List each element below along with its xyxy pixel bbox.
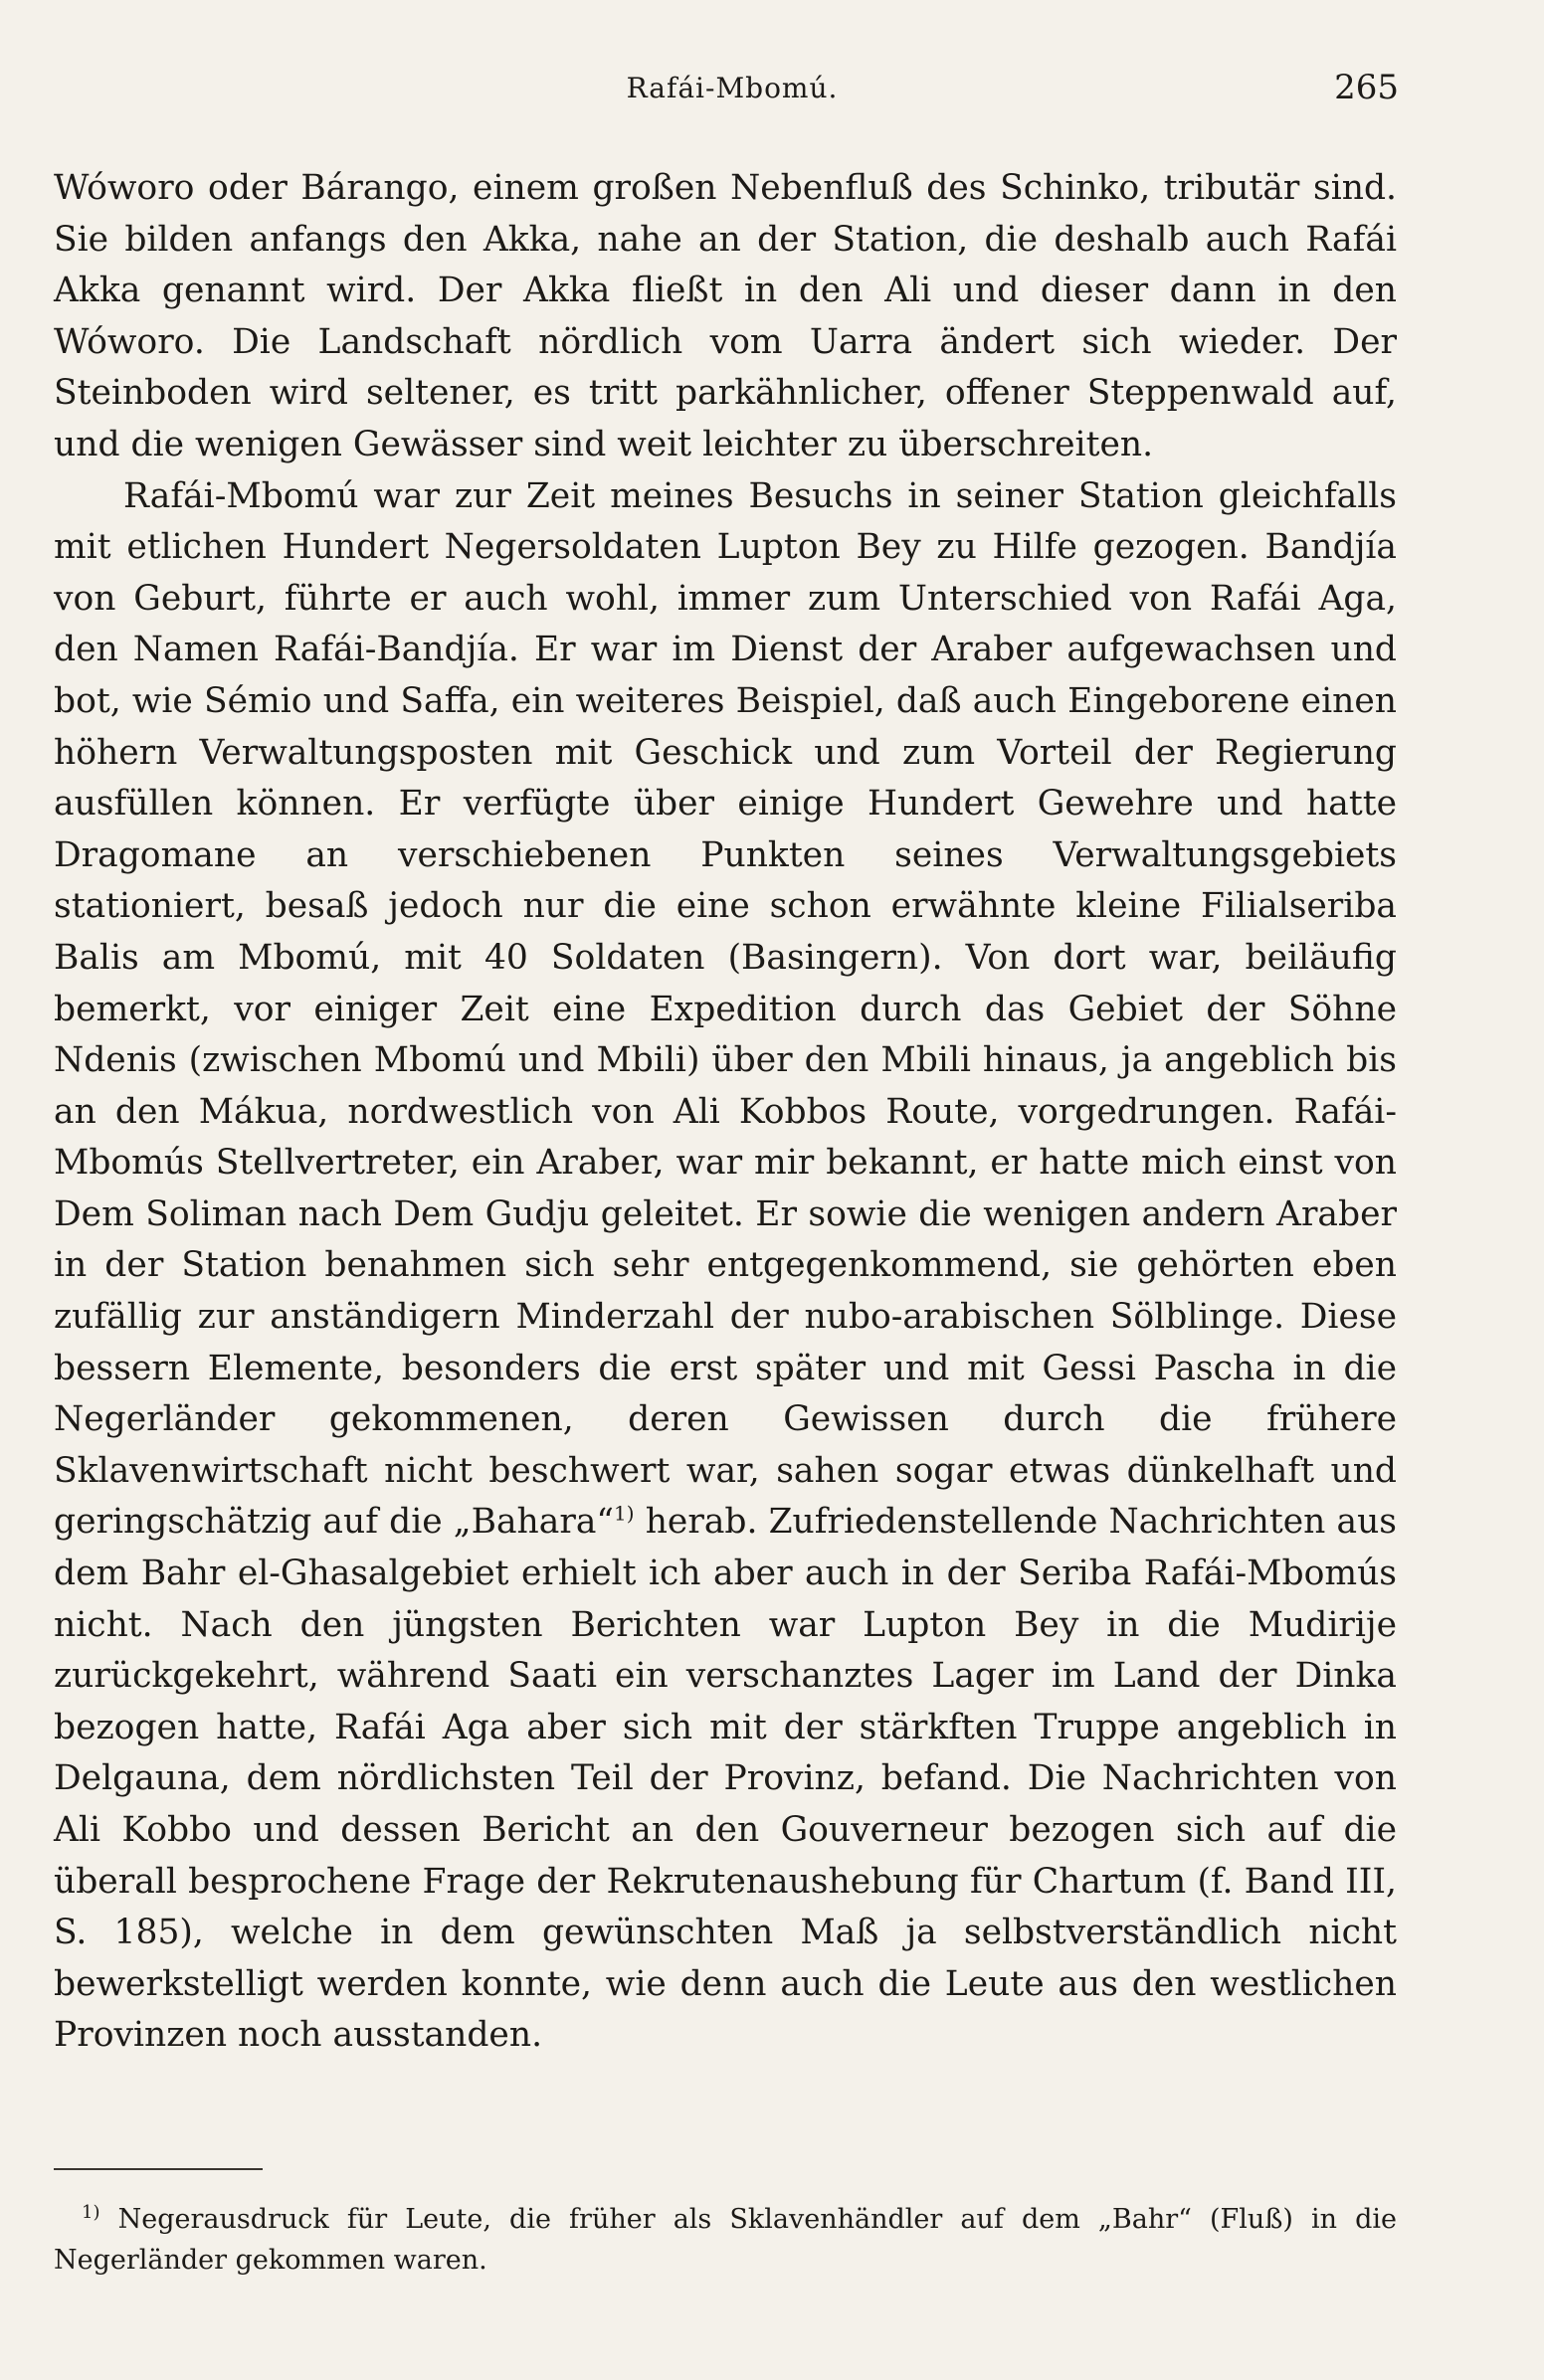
running-head: Rafái-Mbomú. [626,72,839,104]
paragraph-1: Wóworo oder Bárango, einem großen Nebenfluß des Schinko, tributär sind. Sie bilden anfangs den Akka, nahe an der Station, die deshalb auch Rafái Akka genannt wird. Der Akka fließt in den Ali und dieser dann in den Wóworo. Die Landschaft nördlich vom Uarra ändert sich wieder. Der Steinboden wird seltener, es tritt parkähnlicher, offener Steppenwald auf, und die wenigen Gewässer sind weit leichter zu überschreiten. [54,168,1397,464]
footnotes [54,2192,1397,2281]
footnote-text: Negerausdruck für Leute, die früher als Sklavenhändler auf dem „Bahr“ (Fluß) in die Negerländer gekommen waren. [54,2204,1397,2276]
page-number: 265 [1334,68,1399,107]
paragraph-2-continuation: herab. Zufriedenstellende Nachrichten aus dem Bahr el-Ghasalgebiet erhielt ich aber auch in der Seriba Rafái-Mbomús nicht. Nach den jüngsten Berichten war Lupton Bey in die Mudirije zurückgekehrt, während Saati ein verschanztes Lager im Land der Dinka bezogen hatte, Rafái Aga aber sich mit der stärkften Truppe angeblich in Delgauna, dem nördlichsten Teil der Provinz, befand. Die Nachrichten von Ali Kobbo und dessen Bericht an den Gouverneur bezogen sich auf die überall besprochene Frage der Rekrutenaushebung für Chartum (f. Band III, S. 185), welche in dem gewünschten Maß ja selbstverständlich nicht bewerkstelligt werden konnte, wie denn auch die Leute aus den westlichen Provinzen noch ausstanden. [54,1502,1397,2056]
paragraph-2 [54,471,1397,2062]
paragraph-2-text: Rafái-Mbomú war zur Zeit meines Besuchs in seiner Station gleichfalls mit etlichen Hundert Negersoldaten Lupton Bey zu Hilfe gezogen. Bandjía von Geburt, führte er auch wohl, immer zum Unterschied von Rafái Aga, den Namen Rafái-Bandjía. Er war im Dienst der Araber aufgewachsen und bot, wie Sémio und Saffa, ein weiteres Beispiel, daß auch Eingeborene einen höhern Verwaltungsposten mit Geschick und zum Vorteil der Regierung ausfüllen können. Er verfügte über einige Hundert Gewehre und hatte Dragomane an verschiebenen Punkten seines Verwaltungsgebiets stationiert, besaß jedoch nur die eine schon erwähnte kleine Filialseriba Balis am Mbomú, mit 40 Soldaten (Basingern). Von dort war, beiläufig bemerkt, vor einiger Zeit eine Expedition durch das Gebiet der Söhne Ndenis (zwischen Mbomú und Mbili) über den Mbili hinaus, ja angeblich bis an den Mákua, nordwestlich von Ali Kobbos Route, vorgedrungen. Rafái-Mbomús Stellvertreter, ein Araber, war mir bekannt, er hatte mich einst von Dem Soliman nach Dem Gudju geleitet. Er sowie die wenigen andern Araber in der Station benahmen sich sehr entgegenkommend, sie gehörten eben zufällig zur anständigern Minderzahl der nubo-arabischen Sölblinge. Diese bessern Elemente, besonders die erst später und mit Gessi Pascha in die Negerländer gekommenen, deren Gewissen durch die frühere Sklavenwirtschaft nicht beschwert war, sahen sogar etwas dünkelhaft und geringschätzig auf die „Bahara“ [54,475,1397,1543]
footnote-divider [54,2168,263,2170]
body-text [54,163,1397,2062]
footnote-1 [54,2192,1397,2281]
footnote-reference[interactable]: 1) [614,1501,635,1526]
footnote-marker: 1) [82,2202,100,2223]
